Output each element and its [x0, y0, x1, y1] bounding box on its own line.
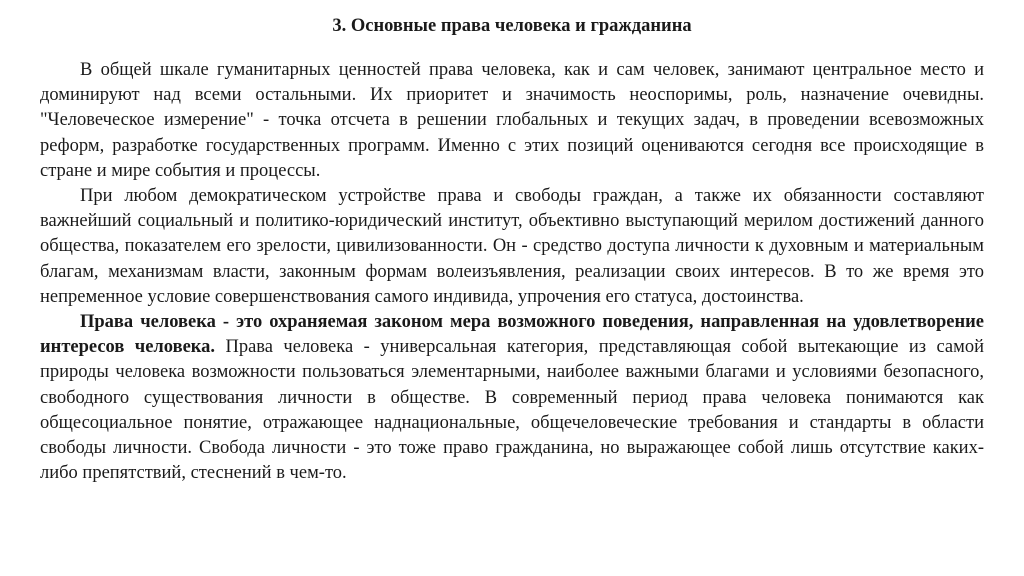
definition-bold-text: Права человека - это охраняемая законом мера возможного поведения, направленная на удовлетворение интересов человека.: [40, 312, 984, 358]
paragraph-1: [40, 58, 984, 184]
paragraph-1-text: В общей шкале гуманитарных ценностей права человека, как и сам человек, занимают центральное место и доминируют над всеми остальными. Их приоритет и значимость неоспоримы, роль, назначение очевидны. "Человеческое измерение" - точка отсчета в решении глобальных и текущих задач, в проведении всевозможных реформ, разработке государственных программ. Именно с этих позиций оцениваются сегодня все происходящие в стране и мире события и процессы.: [40, 60, 984, 181]
document-title: 3. Основные права человека и гражданина: [332, 16, 692, 36]
paragraph-3: [40, 310, 984, 486]
paragraph-3-text: Права человека - универсальная категория, представляющая собой вытекающие из самой природы человека возможности пользоваться элементарными, наиболее важными благами и условиями безопасного, свободного существования личности в обществе. В современный период права человека понимаются как общесоциальное понятие, отражающее наднациональные, общечеловеческие требования и стандарты в области свободы личности. Свобода личности - это тоже право гражданина, но выражающее собой лишь отсутствие каких-либо препятствий, стеснений в чем-то.: [40, 337, 985, 484]
paragraph-2-text: При любом демократическом устройстве права и свободы граждан, а также их обязанности составляют важнейший социальный и политико-юридический институт, объективно выступающий мерилом достижений данного общества, показателем его зрелости, цивилизованности. Он - средство доступа личности к духовным и материальным благам, механизмам власти, законным формам волеизъявления, реализации своих интересов. В то же время это непременное условие совершенствования самого индивида, упрочения его статуса, достоинства.: [40, 186, 984, 307]
document-page: [40, 14, 984, 486]
paragraph-2: [40, 184, 984, 310]
